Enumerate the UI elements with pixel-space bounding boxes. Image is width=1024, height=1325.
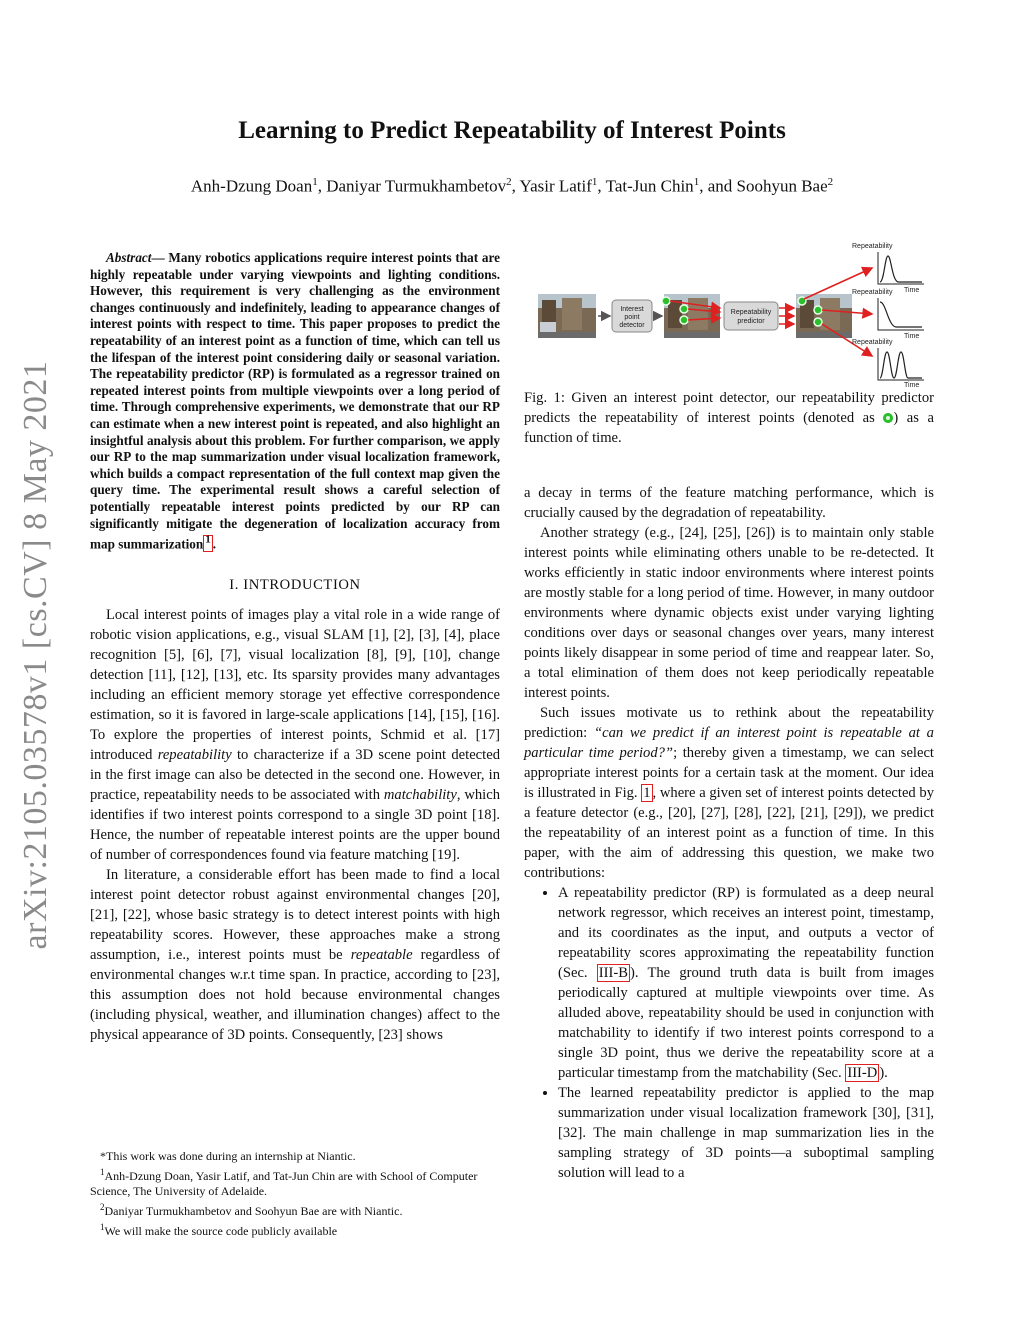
figure-link[interactable]: 1	[643, 785, 651, 801]
intro-paragraph-1: Local interest points of images play a vital role in a wide range of robotic vision applications, e.g., visual SLAM [1], [2], [3], [4], place recognition [5], [6], [7], visual localization [8], [9], [10], change detection [11], [12], [13], etc. Its sparsity provides many advantages including an efficient memory storage yet effective correspondence estimation, so it is favored in large-scale applications [14], [15], [16]. To explore the properties of interest points, Schmid et al. [17] introduced repeatability to characterize if a 3D scene point detected in the first image can also be detected in the second one. However, in practice, repeatability needs to be associated with matchability, which identifies if two interest points correspond to a single 3D point [18]. Hence, the number of repeatable interest points are the upper bound of number of correspondences found via feature matching [19].	[90, 607, 500, 864]
affiliation-mark: 1	[693, 176, 700, 188]
affiliation-mark: 1	[591, 176, 598, 188]
arxiv-stamp: arXiv:2105.03578v1 [cs.CV] 8 May 2021	[17, 360, 54, 950]
intro-paragraph-2: In literature, a considerable effort has been made to find a local interest point detector robust against environmental changes [20], [21], [22], whose basic strategy is to detect interest points with high repeatability scores. However, these approaches make a strong assumption, i.e., interest points must be repeatable regardless of environmental changes w.r.t time span. In practice, according to [23], this assumption does not hold because environmental changes (including physical, weather, and illumination changes) affect to the physical appearance of 3D points. Consequently, [23] shows	[90, 867, 500, 1044]
abstract-label: Abstract	[106, 250, 152, 265]
author-name: Daniyar Turmukhambetov	[326, 176, 507, 196]
footnotes	[90, 1149, 500, 1240]
right-column	[524, 483, 934, 1183]
detector-label-1: Interest	[620, 306, 644, 313]
author-name: Soohyun Bae	[736, 176, 828, 196]
author-name: Anh-Dzung Doan	[190, 176, 313, 196]
right-paragraph-2: Another strategy (e.g., [24], [25], [26]) is to maintain only stable interest points while eliminating others unable to be re-detected. It works efficiently in static indoor environments where interest points are mostly stable for a long period of time. However, in many outdoor environments where dynamic objects exist under varying lighting conditions over days or seasonal changes over years, many interest points likely disappear in some period of time and reappear later. So, a total elimination of them does not keep periodically repeatable interest points.	[524, 525, 934, 701]
predictor-label-1: Repeatability	[730, 309, 772, 316]
section-heading: I. INTRODUCTION	[229, 577, 361, 594]
footnote: $^1$Anh-Dzung Doan, Yasir Latif, and Tat-Jun Chin are with School of Computer Science, The University of Adelaide.	[90, 1167, 478, 1198]
paper-title: Learning to Predict Repeatability of Interest Points	[238, 117, 786, 144]
figure-1-diagram	[532, 238, 932, 388]
author-list: Anh-Dzung Doan$^1$, Daniyar Turmukhambetov$^2$, Yasir Latif$^1$, Tat-Jun Chin$^1$, and Soohyun Bae$^2$	[190, 176, 834, 196]
detector-label-3: detector	[619, 322, 645, 329]
interest-point	[680, 305, 688, 313]
interest-point	[662, 297, 670, 305]
svg-text:Time: Time	[904, 287, 920, 294]
affiliation-mark: 2	[506, 176, 512, 188]
right-paragraph-1: a decay in terms of the feature matching performance, which is crucially caused by the degradation of repeatability.	[524, 485, 934, 521]
footnote: $^1$We will make the source code publicly available	[100, 1222, 338, 1238]
left-column	[90, 250, 500, 1045]
section-link[interactable]: III-B	[598, 965, 628, 981]
interest-point	[814, 306, 822, 314]
author-name: Tat-Jun Chin	[605, 176, 694, 196]
affiliation-mark: 1	[312, 176, 318, 188]
svg-text:Time: Time	[904, 382, 920, 388]
interest-point	[814, 318, 822, 326]
predictor-label-2: predictor	[737, 318, 765, 325]
svg-text:Repeatability: Repeatability	[852, 243, 893, 250]
list-item: • The learned repeatability predictor is applied to the map summarization under visual localization framework [30], [31], [32]. The main challenge in map summarization lies in the sampling strategy of 3D points—a suboptimal sampling solution will lead to a	[558, 1083, 934, 1183]
figure-caption: Fig. 1: Given an interest point detector, our repeatability predictor predicts the repeatability of interest points (denoted as ) as a function of time.	[524, 390, 934, 446]
repeatability-plot-3	[852, 339, 924, 388]
abstract	[90, 250, 500, 553]
svg-text:Time: Time	[904, 333, 920, 340]
footnote-link[interactable]: 1	[203, 535, 213, 552]
street-image-1	[538, 294, 596, 338]
figure-1	[532, 238, 932, 388]
abstract-end: .	[212, 536, 216, 552]
author-name: Yasir Latif	[519, 176, 592, 196]
abstract-dash: —	[151, 250, 165, 265]
footnote: $^2$Daniyar Turmukhambetov and Soohyun Bae are with Niantic.	[100, 1202, 403, 1218]
green-point-icon	[883, 413, 893, 423]
contribution-list	[524, 883, 934, 1183]
right-paragraph-3: Such issues motivate us to rethink about the repeatability prediction: “can we predict if an interest point is repeatable at a particular time period?”; thereby given a timestamp, we can select appropriate interest points for a certain task at the moment. Our idea is illustrated in Fig. 1 , where a given set of interest points detected by a feature detector (e.g., [20], [27], [28], [22], [21], [29]), we predict the repeatability of an interest point as a function of time. In this paper, with the aim of addressing this question, we make two contributions:	[524, 705, 934, 881]
predictor-box	[724, 302, 778, 330]
affiliation-mark: 2	[827, 176, 834, 188]
repeatability-plot-1	[852, 243, 924, 294]
svg-text:Repeatability: Repeatability	[852, 289, 893, 296]
interest-point	[680, 316, 688, 324]
detector-label-2: point	[624, 314, 640, 321]
list-item: • A repeatability predictor (RP) is formulated as a deep neural network regressor, which receives an interest point, timestamp, and its coordinates as the input, and outputs a vector of repeatability scores approximating the repeatability function (Sec. III-B ). The ground truth data is built from images periodically captured at multiple viewpoints over time. As alluded above, repeatability should be used in conjunction with matchability to identify if two interest points correspond to a single 3D point, thus we derive the repeatability score at a particular timestamp from the matchability (Sec. III-D ).	[558, 883, 934, 1083]
abstract-text: Many robotics applications require interest points that are highly repeatable under varying viewpoints and lighting conditions. However, this requirement is very challenging as the environment changes continuously and indefinitely, leading to appearance changes of interest points with respect to time. This paper proposes to predict the repeatability of an interest point as a function of time, which can tell us the lifespan of the interest point considering daily or seasonal variation. The repeatability predictor (RP) is formulated as a regressor trained on repeated interest points from multiple viewpoints over a long period of time. Through comprehensive experiments, we demonstrate that our RP can estimate when a new interest point is repeated, and also highlight an insightful analysis about this problem. For further comparison, we apply our RP to the map summarization under visual localization framework, which builds a compact representation of the full context map given the query time. The experimental result shows a careful selection of potentially repeatable interest points predicted by our RP can significantly mitigate the degeneration of localization accuracy from map summarization	[90, 250, 500, 552]
footnote: *This work was done during an internship at Niantic.	[100, 1149, 356, 1163]
street-image-3	[796, 294, 852, 338]
svg-text:Repeatability: Repeatability	[852, 339, 893, 346]
section-link[interactable]: III-D	[847, 1065, 878, 1081]
repeatability-plot-2	[852, 289, 924, 340]
